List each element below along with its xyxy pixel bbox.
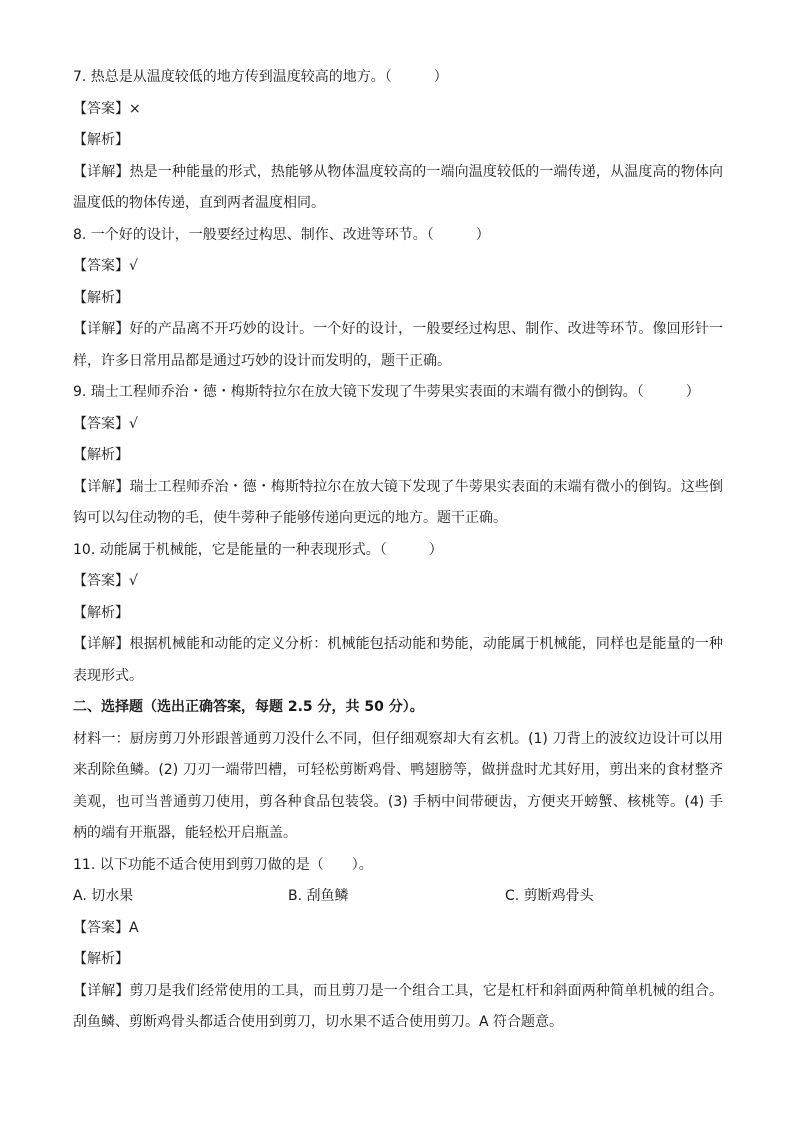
detail-text: 【详解】好的产品离不开巧妙的设计。一个好的设计，一般要经过构思、制作、改进等环节。像回形针一样，许多日常用品都是通过巧妙的设计而发明的，题干正确。 <box>73 321 723 369</box>
answer-label: 【答案】√ <box>73 258 138 274</box>
answer-label: 【答案】√ <box>73 415 138 432</box>
options-row <box>73 881 723 913</box>
material-text: 材料一：厨房剪刀外形跟普通剪刀没什么不同，但仔细观察却大有玄机。(1) 刀背上的波纹边设计可以用来刮除鱼鳞。(2) 刀刃一端带凹槽，可轻松剪断鸡骨、鸭翅膀等，做拼盘时尤其好用，剪出来的食材整齐美观，也可当普通剪刀使用，剪各种食品包装袋。(3) 手柄中间带硬齿，方便夹开螃蟹、核桃等。(4) 手柄的端有开瓶器，能轻松开启瓶盖。 <box>73 730 723 841</box>
option-c: C. 剪断鸡骨头 <box>505 888 594 904</box>
analysis-label: 【解析】 <box>73 447 129 463</box>
question-text: 11. 以下功能不适合使用到剪刀做的是（ ）。 <box>73 856 373 873</box>
answer-label: 【答案】A <box>73 919 139 936</box>
detail-text: 【详解】热是一种能量的形式，热能够从物体温度较高的一端向温度较低的一端传递，从温度高的物体向温度低的物体传递，直到两者温度相同。 <box>73 163 723 211</box>
detail-text: 【详解】瑞士工程师乔治・德・梅斯特拉尔在放大镜下发现了牛蒡果实表面的末端有微小的倒钩。这些倒钩可以勾住动物的毛，使牛蒡种子能够传递向更远的地方。题干正确。 <box>73 478 723 526</box>
answer-label: 【答案】√ <box>73 573 138 589</box>
question-text: 10. 动能属于机械能，它是能量的一种表现形式。（ ） <box>73 541 443 558</box>
question-block-8 <box>73 220 723 378</box>
analysis-label: 【解析】 <box>73 604 129 621</box>
question-text: 7. 热总是从温度较低的地方传到温度较高的地方。（ ） <box>73 69 448 85</box>
detail-text: 【详解】根据机械能和动能的定义分析：机械能包括动能和势能，动能属于机械能，同样也是能量的一种表现形式。 <box>73 636 723 684</box>
option-b: B. 刮鱼鳞 <box>288 888 349 904</box>
question-text: 9. 瑞士工程师乔治・德・梅斯特拉尔在放大镜下发现了牛蒡果实表面的末端有微小的倒钩。（ ） <box>73 384 700 400</box>
question-block-7 <box>73 62 723 220</box>
option-a: A. 切水果 <box>73 888 134 904</box>
detail-text: 【详解】剪刀是我们经常使用的工具，而且剪刀是一个组合工具，它是杠杆和斜面两种简单机械的组合。刮鱼鳞、剪断鸡骨头都适合使用到剪刀，切水果不适合使用剪刀。A 符合题意。 <box>73 982 723 1030</box>
question-text: 8. 一个好的设计，一般要经过构思、制作、改进等环节。（ ） <box>73 226 490 243</box>
analysis-label: 【解析】 <box>73 289 129 306</box>
analysis-label: 【解析】 <box>73 951 129 967</box>
answer-label: 【答案】× <box>73 100 141 117</box>
question-block-10 <box>73 535 723 693</box>
document-page <box>73 62 723 1039</box>
question-block-9 <box>73 377 723 535</box>
analysis-label: 【解析】 <box>73 132 129 148</box>
section-title: 二、选择题（选出正确答案，每题 2.5 分，共 50 分）。 <box>73 699 424 715</box>
question-block-11 <box>73 850 723 1039</box>
